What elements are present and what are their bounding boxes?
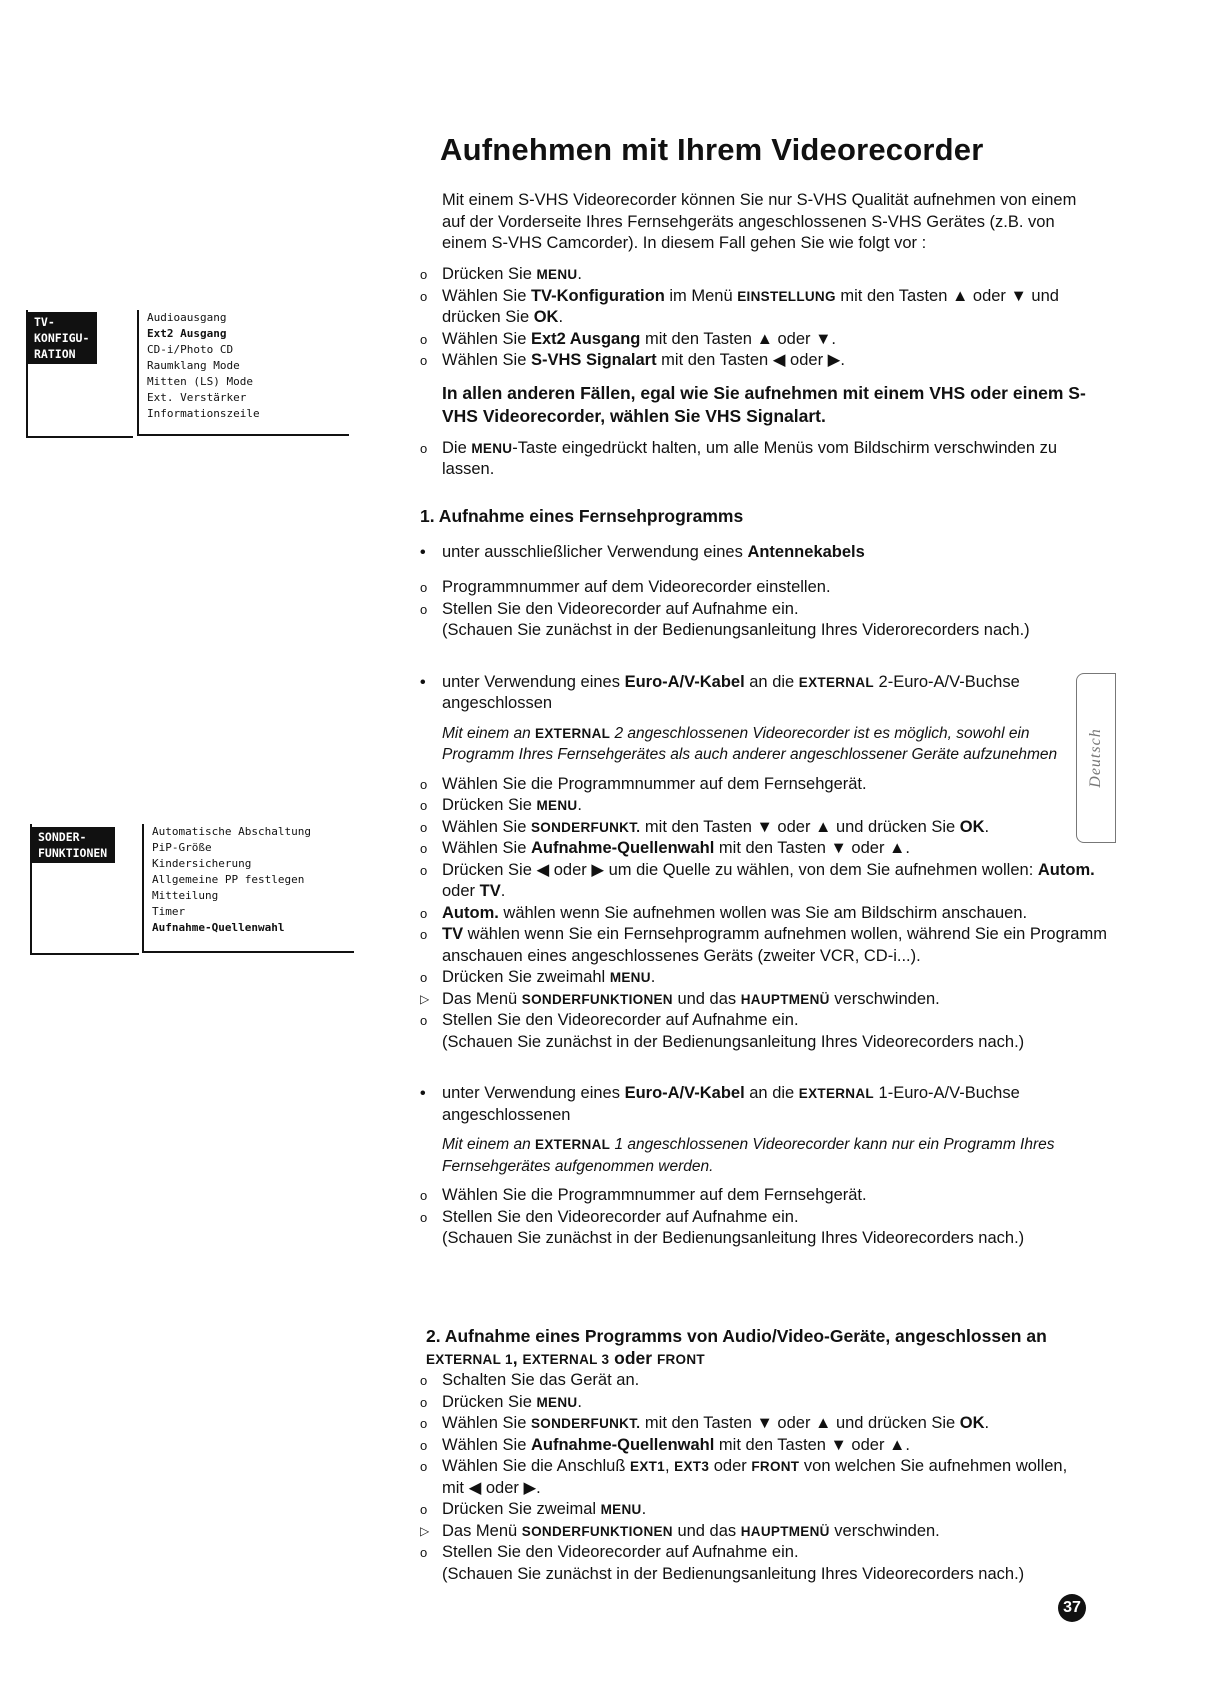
circle-marker: o bbox=[420, 819, 428, 835]
note-text: (Schauen Sie zunächst in der Bedienungsanleitung Ihres Videorecorders nach.) bbox=[442, 1564, 1025, 1583]
section-2 bbox=[420, 1326, 1110, 1585]
list-item: o Stellen Sie den Videorecorder auf Aufnahme ein. bbox=[420, 1207, 1110, 1229]
menu-item: Kindersicherung bbox=[152, 857, 252, 870]
section-2-heading: 2. Aufnahme eines Programms von Audio/Video-Geräte, angeschlossen an EXTERNAL 1, EXTERNAL 3 oder FRONT bbox=[426, 1326, 1047, 1368]
circle-marker: o bbox=[420, 331, 428, 347]
setup-steps bbox=[420, 264, 1110, 481]
list-item: • unter Verwendung eines Euro-A/V-Kabel an die EXTERNAL 1-Euro-A/V-Buchse angeschlossenen bbox=[420, 1084, 1020, 1124]
menu-item: Audioausgang bbox=[147, 311, 227, 324]
list-item: o Autom. wählen wenn Sie aufnehmen wollen was Sie am Bildschirm anschauen. bbox=[420, 903, 1110, 925]
menu-item: Allgemeine PP festlegen bbox=[152, 873, 305, 886]
list-item: o Schalten Sie das Gerät an. bbox=[420, 1370, 1110, 1392]
menu-item: Raumklang Mode bbox=[147, 359, 240, 372]
list-item: o Programmnummer auf dem Videorecorder einstellen. bbox=[420, 577, 1110, 599]
circle-marker: o bbox=[420, 1437, 428, 1453]
list-item: o Drücken Sie zweimahl MENU. bbox=[420, 967, 1110, 989]
menu-item: Mitteilung bbox=[152, 889, 219, 902]
circle-marker: o bbox=[420, 862, 428, 878]
list-item: o Wählen Sie Aufnahme-Quellenwahl mit den Tasten ▼ oder ▲. bbox=[420, 1435, 1110, 1457]
list-item: o Drücken Sie MENU. bbox=[420, 795, 1110, 817]
circle-marker: o bbox=[420, 927, 428, 942]
circle-marker: o bbox=[420, 288, 428, 304]
bold-note: In allen anderen Fällen, egal wie Sie aufnehmen mit einem VHS oder einem S-VHS Videorecorder, wählen Sie VHS Signalart. bbox=[442, 382, 1086, 426]
list-item: • unter Verwendung eines Euro-A/V-Kabel an die EXTERNAL 2-Euro-A/V-Buchse angeschlossen bbox=[420, 672, 1020, 712]
menu-items bbox=[142, 824, 311, 953]
circle-marker: o bbox=[420, 1209, 428, 1225]
circle-marker: o bbox=[420, 970, 428, 985]
circle-marker: o bbox=[420, 1394, 428, 1410]
list-item: o TV wählen wenn Sie ein Fernsehprogramm aufnehmen wollen, während Sie ein Programm anschauen eines angeschlossenes Geräts (zweiter VCR, CD-i...). bbox=[420, 925, 1107, 965]
circle-marker: o bbox=[420, 798, 428, 813]
list-item: o Drücken Sie zweimal MENU. bbox=[420, 1499, 1110, 1521]
arrow-marker: ▷ bbox=[420, 991, 430, 1006]
list-item: o Wählen Sie S-VHS Signalart mit den Tasten ◀ oder ▶. bbox=[420, 350, 1110, 372]
circle-marker: o bbox=[420, 580, 428, 595]
page-number: 37 bbox=[1058, 1594, 1086, 1622]
section-1-heading: 1. Aufnahme eines Fernsehprogramms bbox=[420, 506, 744, 526]
list-item: o Die MENU-Taste eingedrückt halten, um alle Menüs vom Bildschirm verschwinden zu lassen. bbox=[420, 438, 1058, 478]
list-item: o Stellen Sie den Videorecorder auf Aufnahme ein. bbox=[420, 599, 1110, 621]
menu-tag: SONDER- FUNKTIONEN bbox=[30, 827, 115, 863]
list-item: o Stellen Sie den Videorecorder auf Aufnahme ein. bbox=[420, 1010, 1110, 1032]
menu-item: CD-i/Photo CD bbox=[147, 343, 234, 356]
menu-items bbox=[137, 310, 260, 436]
list-item: o Stellen Sie den Videorecorder auf Aufnahme ein. bbox=[420, 1542, 1110, 1564]
intro-paragraph: Mit einem S-VHS Videorecorder können Sie nur S-VHS Qualität aufnehmen von einem auf der Vorderseite Ihres Fernsehgeräts angeschlossenen S-VHS Gerätes (z.B. von einem S-VHS Camcorder). In diesem Fall gehen Sie wie folgt vor : bbox=[442, 191, 1077, 252]
circle-marker: o bbox=[420, 1188, 428, 1203]
menu-item: Ext. Verstärker bbox=[147, 391, 247, 404]
language-side-tab: Deutsch bbox=[1076, 673, 1116, 843]
bullet-marker: • bbox=[420, 1085, 426, 1102]
italic-note: Mit einem an EXTERNAL 2 angeschlossenen Videorecorder ist es möglich, sowohl ein Programm Ihres Fernsehgerätes als auch anderer angeschlossener Geräte aufzunehmen bbox=[442, 724, 1058, 763]
list-item: o Wählen Sie SONDERFUNKT. mit den Tasten ▼ oder ▲ und drücken Sie OK. bbox=[420, 817, 1110, 839]
circle-marker: o bbox=[420, 1502, 428, 1517]
circle-marker: o bbox=[420, 440, 428, 456]
menu-item: Timer bbox=[152, 905, 186, 918]
list-item: ▷ Das Menü SONDERFUNKTIONEN und das HAUPTMENÜ verschwinden. bbox=[420, 1521, 1110, 1543]
note-text: (Schauen Sie zunächst in der Bedienungsanleitung Ihres Videorecorders nach.) bbox=[442, 1229, 1025, 1247]
section-1 bbox=[420, 506, 1110, 1250]
list-item: o Wählen Sie die Programmnummer auf dem Fernsehgerät. bbox=[420, 774, 1110, 796]
list-item: o Wählen Sie SONDERFUNKT. mit den Tasten ▼ oder ▲ und drücken Sie OK. bbox=[420, 1413, 1110, 1435]
list-item: o Wählen Sie Aufnahme-Quellenwahl mit den Tasten ▼ oder ▲. bbox=[420, 838, 1110, 860]
note-text: (Schauen Sie zunächst in der Bedienungsanleitung Ihres Videorecorders nach.) bbox=[442, 1032, 1025, 1051]
list-item: o Drücken Sie ◀ oder ▶ um die Quelle zu wählen, von dem Sie aufnehmen wollen: Autom. oder TV. bbox=[420, 860, 1095, 900]
circle-marker: o bbox=[420, 776, 428, 792]
bullet-marker: • bbox=[420, 673, 426, 691]
menu-item: Mitten (LS) Mode bbox=[147, 375, 253, 388]
bullet-marker: • bbox=[420, 543, 426, 561]
italic-note: Mit einem an EXTERNAL 1 angeschlossenen Videorecorder kann nur ein Programm Ihres Fernsehgerätes aufgenommen werden. bbox=[442, 1136, 1055, 1175]
list-item: o Wählen Sie Ext2 Ausgang mit den Tasten ▲ oder ▼. bbox=[420, 329, 1110, 351]
circle-marker: o bbox=[420, 1459, 428, 1474]
menu-divider bbox=[142, 951, 354, 953]
menu-tag: TV-KONFIGU- RATION bbox=[26, 312, 97, 364]
page-title: Aufnehmen mit Ihrem Videorecorder bbox=[440, 132, 984, 167]
list-item: ▷ Das Menü SONDERFUNKTIONEN und das HAUPTMENÜ verschwinden. bbox=[420, 989, 1110, 1011]
circle-marker: o bbox=[420, 601, 428, 617]
menu-item: Automatische Abschaltung bbox=[152, 825, 311, 838]
menu-divider bbox=[137, 434, 349, 436]
menu-item-selected: Ext2 Ausgang bbox=[147, 327, 227, 340]
list-item: o Drücken Sie MENU. bbox=[420, 264, 1110, 286]
circle-marker: o bbox=[420, 841, 428, 856]
list-item: o Drücken Sie MENU. bbox=[420, 1392, 1110, 1414]
menu-item: Informationszeile bbox=[147, 407, 260, 420]
list-item: o Wählen Sie die Programmnummer auf dem Fernsehgerät. bbox=[420, 1185, 1110, 1207]
note-text: (Schauen Sie zunächst in der Bedienungsanleitung Ihres Viderorecorders nach.) bbox=[442, 621, 1030, 639]
circle-marker: o bbox=[420, 1416, 428, 1431]
menu-item: PiP-Größe bbox=[152, 841, 212, 854]
list-item: o Wählen Sie die Anschluß EXT1, EXT3 oder FRONT von welchen Sie aufnehmen wollen, mit ◀ oder ▶. bbox=[420, 1457, 1068, 1497]
circle-marker: o bbox=[420, 905, 428, 921]
list-item: o Wählen Sie TV-Konfiguration im Menü EINSTELLUNG mit den Tasten ▲ oder ▼ und drücken Sie OK. bbox=[420, 286, 1059, 326]
circle-marker: o bbox=[420, 353, 428, 368]
menu-item-selected: Aufnahme-Quellenwahl bbox=[152, 921, 285, 934]
list-item: • unter ausschließlicher Verwendung eines Antennekabels bbox=[420, 542, 1110, 564]
circle-marker: o bbox=[420, 1013, 428, 1028]
circle-marker: o bbox=[420, 1545, 428, 1560]
arrow-marker: ▷ bbox=[420, 1523, 430, 1538]
circle-marker: o bbox=[420, 1373, 428, 1388]
circle-marker: o bbox=[420, 267, 428, 282]
